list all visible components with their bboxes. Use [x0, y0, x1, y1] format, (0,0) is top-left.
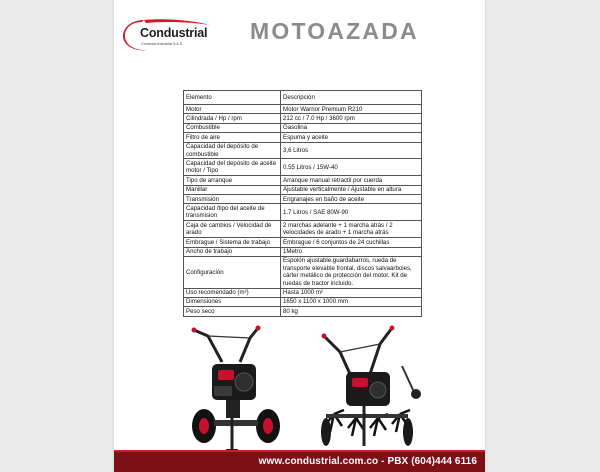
spec-element-cell: Transmisión	[184, 195, 281, 204]
header-element: Elemento	[184, 91, 281, 105]
spec-description-cell: 80 kg	[281, 307, 422, 316]
spec-row	[184, 256, 422, 288]
spec-row	[184, 247, 422, 256]
spec-description-cell: Espolón ajustable,guardabarros, rueda de transporte elevable frontal, discos salvaárboles, cárter metálico de protección del motor. Kit de ruedas de tractor incluido.	[281, 256, 422, 288]
spec-description-cell: 2 marchas adelante + 1 marcha atrás / 2 velocidades de arado + 1 marcha atrás	[281, 221, 422, 238]
spec-row	[184, 176, 422, 185]
product-photos	[174, 322, 434, 452]
spec-description-cell: Arranque manual retractil por cuerda	[281, 176, 422, 185]
spec-element-cell: Capacidad del depósito de aceite motor / Tipo	[184, 159, 281, 176]
spec-element-cell: Peso seco	[184, 307, 281, 316]
footer-contact: www.condustrial.com.co - PBX (604)444 6116	[258, 456, 477, 467]
logo-brand-name: Condustrial	[140, 26, 208, 40]
spec-description-cell: 1Metro	[281, 247, 422, 256]
spec-element-cell: Filtro de aire	[184, 133, 281, 142]
product-title: MOTOAZADA	[250, 18, 419, 44]
spec-description-cell: 3,6 Litros	[281, 142, 422, 159]
spec-description-cell: Espuma y aceite	[281, 133, 422, 142]
spec-description-cell: 1.7 Litros / SAE 80W-90	[281, 204, 422, 221]
spec-row	[184, 195, 422, 204]
document-page	[114, 0, 485, 472]
spec-element-cell: Capacidad del depósito de combustible	[184, 142, 281, 159]
spec-description-cell: Ajustable verticalmente / Ajustable en altura	[281, 185, 422, 194]
spec-element-cell: Caja de cambios / Velocidad de arado	[184, 221, 281, 238]
spec-description-cell: Gasolina	[281, 123, 422, 132]
spec-row	[184, 185, 422, 194]
spec-row	[184, 307, 422, 316]
spec-element-cell: Capacidad /tipo del aceite de transmision	[184, 204, 281, 221]
spec-row	[184, 114, 422, 123]
spec-element-cell: Dimensiones	[184, 297, 281, 306]
spec-element-cell: Uso recomendado (m²)	[184, 288, 281, 297]
logo-tagline: Comercio Industrial S.A.S	[141, 42, 183, 46]
tiller-with-tines-icon	[321, 326, 421, 447]
tiller-with-wheels-icon	[192, 326, 281, 451]
spec-row	[184, 142, 422, 159]
header-description: Descripción	[281, 91, 422, 105]
spec-row	[184, 123, 422, 132]
spec-description-cell: 212 cc / 7.0 Hp / 3600 rpm	[281, 114, 422, 123]
spec-row	[184, 221, 422, 238]
spec-row	[184, 105, 422, 114]
spec-element-cell: Tipo de arranque	[184, 176, 281, 185]
spec-element-cell: Configuración	[184, 256, 281, 288]
spec-element-cell: Combustible	[184, 123, 281, 132]
spec-table-header-row	[184, 91, 422, 105]
spec-element-cell: Cilindrada / Hp / rpm	[184, 114, 281, 123]
spec-element-cell: Embrague / Sistema de trabajo	[184, 238, 281, 247]
spec-description-cell: Hasta 1000 m²	[281, 288, 422, 297]
spec-description-cell: Embrague / 6 conjuntos de 24 cuchillas	[281, 238, 422, 247]
spec-row	[184, 297, 422, 306]
spec-description-cell: Motor Warrior Premium R210	[281, 105, 422, 114]
spec-row	[184, 133, 422, 142]
spec-row	[184, 204, 422, 221]
company-logo	[122, 16, 218, 56]
spec-description-cell: 0.55 Litros / 15W-40	[281, 159, 422, 176]
spec-row	[184, 159, 422, 176]
spec-table	[183, 90, 422, 317]
spec-row	[184, 238, 422, 247]
spec-row	[184, 288, 422, 297]
spec-description-cell: 1650 x 1100 x 1000 mm	[281, 297, 422, 306]
spec-element-cell: Ancho de trabajo	[184, 247, 281, 256]
spec-element-cell: Manillar	[184, 185, 281, 194]
spec-element-cell: Motor	[184, 105, 281, 114]
spec-description-cell: Engranajes en baño de aceite	[281, 195, 422, 204]
footer-bar	[114, 450, 485, 472]
